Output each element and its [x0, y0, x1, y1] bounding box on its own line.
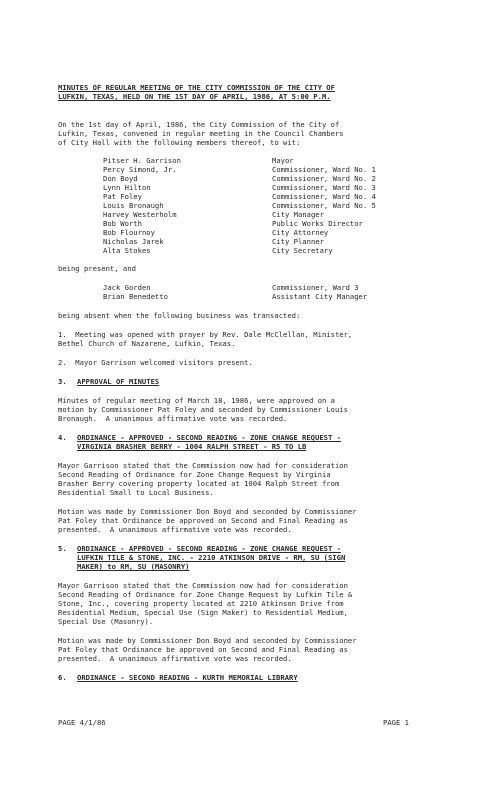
item6-heading: ORDINANCE - SECOND READING - KURTH MEMORIAL LIBRARY — [77, 673, 298, 682]
item5-text2-line-2: Pat Foley that Ordinance be approved on Second and Final Reading as — [58, 645, 348, 654]
member-title: Commissioner, Ward No. 5 — [272, 201, 376, 210]
item1-line-2: Bethel Church of Nazarene, Lufkin, Texas. — [58, 339, 236, 348]
item3-line-2: motion by Commissioner Pat Foley and seconded by Commissioner Louis — [58, 405, 348, 414]
member-name: Louis Bronaugh — [103, 201, 164, 210]
member-title: Public Works Director — [272, 219, 363, 228]
item5-number: 5. — [58, 544, 67, 553]
member-name: Alta Stokes — [103, 246, 151, 255]
item5-heading-3: MAKER) to RM, SU (MASONRY) — [77, 562, 190, 571]
member-title: Commissioner, Ward No. 1 — [272, 165, 376, 174]
item4-text2-line-3: presented. A unanimous affirmative vote was recorded. — [58, 525, 292, 534]
item5-text1-line-4: Residential Medium, Special Use (Sign Maker) to Residential Medium, — [58, 608, 348, 617]
member-title: City Manager — [272, 210, 324, 219]
member-name: Harvey Westerholm — [103, 210, 177, 219]
intro-line-2: Lufkin, Texas, convened in regular meeting in the Council Chambers — [58, 129, 344, 138]
member-name: Bob Flournoy — [103, 228, 155, 237]
item4-text1-line-2: Second Reading of Ordinance for Zone Change Request by Virginia — [58, 470, 331, 479]
item5-text1-line-3: Stone, Inc., covering property located at 2210 Atkinson Drive from — [58, 599, 344, 608]
member-title: City Planner — [272, 237, 324, 246]
member-name: Bob Worth — [103, 219, 142, 228]
item4-heading-2: VIRGINIA BRASHER BERRY - 1004 RALPH STREET - R5 TO LB — [77, 442, 307, 451]
item2: 2. Mayor Garrison welcomed visitors present. — [58, 358, 253, 367]
member-title: Mayor — [272, 156, 294, 165]
item3-number: 3. — [58, 377, 67, 386]
item4-number: 4. — [58, 433, 67, 442]
member-name: Lynn Hilton — [103, 183, 151, 192]
item6-number: 6. — [58, 673, 67, 682]
member-title: City Attorney — [272, 228, 329, 237]
member-name: Pitser H. Garrison — [103, 156, 181, 165]
member-name: Jack Gorden — [103, 283, 151, 292]
item5-text2-line-1: Motion was made by Commissioner Don Boyd and seconded by Commissioner — [58, 636, 357, 645]
item5-text1-line-5: Special Use (Masonry). — [58, 617, 154, 626]
member-title: City Secretary — [272, 246, 333, 255]
item5-text1-line-1: Mayor Garrison stated that the Commission now had for consideration — [58, 581, 348, 590]
item3-line-1: Minutes of regular meeting of March 18, 1986, were approved on a — [58, 396, 335, 405]
being-absent: being absent when the following business was transacted: — [58, 311, 301, 320]
member-name: Brian Benedetto — [103, 292, 168, 301]
item4-heading-1: ORDINANCE - APPROVED - SECOND READING - ZONE CHANGE REQUEST - — [77, 433, 341, 442]
being-present: being present, and — [58, 264, 136, 273]
item4-text1-line-4: Residential Small to Local Business. — [58, 488, 214, 497]
member-title: Commissioner, Ward No. 3 — [272, 183, 376, 192]
item5-text1-line-2: Second Reading of Ordinance for Zone Change Request by Lufkin Tile & — [58, 590, 353, 599]
intro-line-1: On the 1st day of April, 1986, the City Commission of the City of — [58, 120, 340, 129]
item5-heading-1: ORDINANCE - APPROVED - SECOND READING - ZONE CHANGE REQUEST - — [77, 544, 341, 553]
intro-line-3: of City Hall with the following members thereof, to wit: — [58, 138, 301, 147]
member-name: Pat Foley — [103, 192, 142, 201]
item5-heading-2: LUFKIN TILE & STONE, INC. - 2210 ATKINSON DRIVE - RM, SU (SIGN — [77, 553, 346, 562]
footer-left: PAGE 4/1/86 — [58, 718, 106, 727]
footer-right: PAGE 1 — [383, 718, 409, 727]
item3-heading: APPROVAL OF MINUTES — [77, 377, 160, 386]
item3-line-3: Bronaugh. A unanimous affirmative vote was recorded. — [58, 414, 288, 423]
member-name: Percy Simond, Jr. — [103, 165, 177, 174]
item4-text1-line-3: Brasher Berry covering property located at 1004 Ralph Street from — [58, 479, 340, 488]
member-name: Don Boyd — [103, 174, 138, 183]
member-title: Commissioner, Ward 3 — [272, 283, 359, 292]
member-name: Nicholas Jarek — [103, 237, 164, 246]
item4-text2-line-1: Motion was made by Commissioner Don Boyd and seconded by Commissioner — [58, 507, 357, 516]
member-title: Commissioner, Ward No. 2 — [272, 174, 376, 183]
title-line-2: LUFKIN, TEXAS, HELD ON THE 1ST DAY OF APRIL, 1986, AT 5:00 P.M. — [58, 92, 331, 101]
member-title: Commissioner, Ward No. 4 — [272, 192, 376, 201]
member-title: Assistant City Manager — [272, 292, 368, 301]
item4-text1-line-1: Mayor Garrison stated that the Commission now had for consideration — [58, 461, 348, 470]
item1-line-1: 1. Meeting was opened with prayer by Rev. Dale McClellan, Minister, — [58, 330, 353, 339]
item5-text2-line-3: presented. A unanimous affirmative vote was recorded. — [58, 654, 292, 663]
item4-text2-line-2: Pat Foley that Ordinance be approved on Second and Final Reading as — [58, 516, 348, 525]
title-line-1: MINUTES OF REGULAR MEETING OF THE CITY COMMISSION OF THE CITY OF — [58, 83, 335, 92]
